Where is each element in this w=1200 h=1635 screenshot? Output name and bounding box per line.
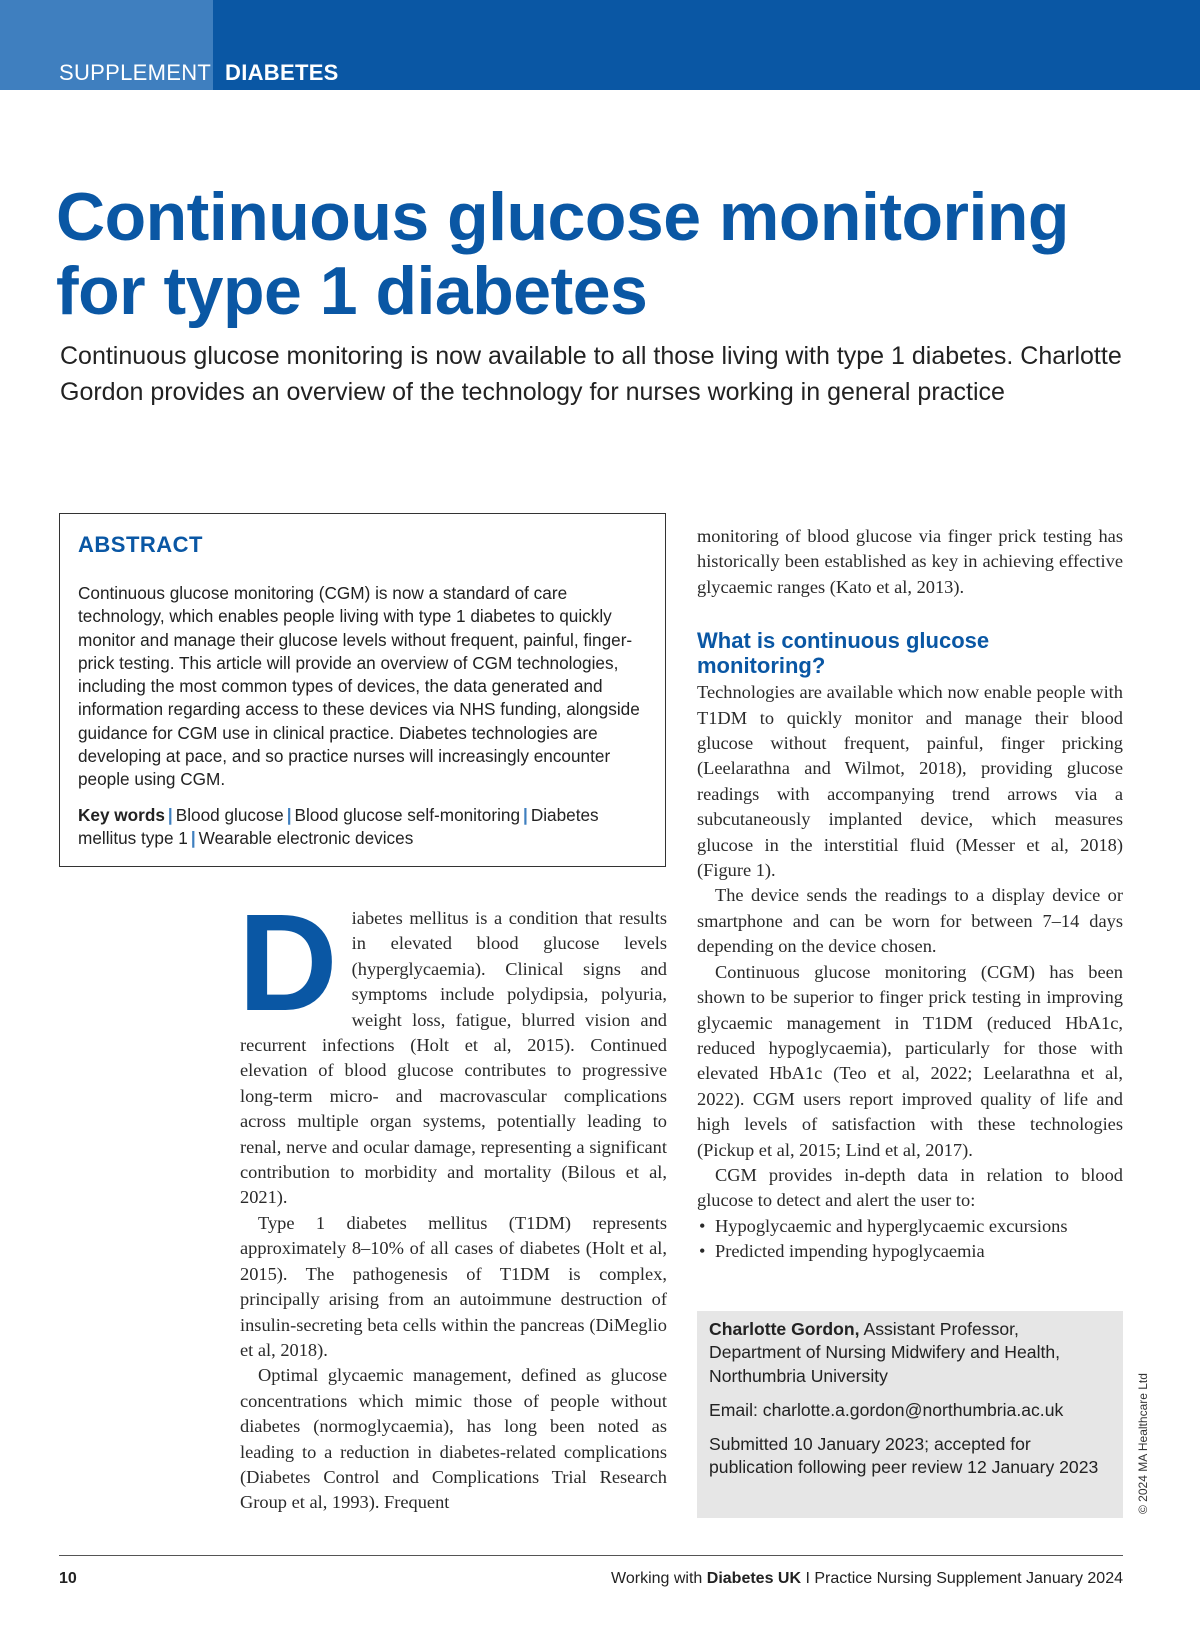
footer-brand: Diabetes UK — [706, 1570, 802, 1587]
abstract-text: Continuous glucose monitoring (CGM) is now a standard of care technology, which enables people living with type 1 diabetes to quickly monitor and manage their glucose levels without frequent, painful, finger-prick testing. This article will provide an overview of CGM technologies, including the most common types of devices, the data generated and information regarding access to these devices via NHS funding, alongside guidance for CGM use in clinical practice. Diabetes technologies are developing at pace, and so practice nurses will increasingly encounter people using CGM. — [78, 583, 640, 790]
section-label: SUPPLEMENT — [59, 60, 212, 85]
article-standfirst: Continuous glucose monitoring is now available to all those living with type 1 diabetes. Charlotte Gordon provides an overview of the technology for nurses working in general practice — [60, 342, 1122, 406]
list-item-text: Hypoglycaemic and hyperglycaemic excursions — [715, 1215, 1068, 1236]
list-item — [697, 1214, 1123, 1239]
bullet-dot: • — [699, 1241, 706, 1262]
body-paragraph — [238, 886, 667, 1211]
abstract-box — [59, 513, 666, 867]
body-column-right — [697, 524, 1123, 1265]
body-paragraph-text: iabetes mellitus is a condition that results in elevated blood glucose levels (hyperglycaemia). Clinical signs and symptoms include polydipsia, polyuria, weight loss, fatigue, blurred vision and recurrent infections (Holt et al, 2015). Continued elevation of blood glucose contributes to progressive long-term micro- and macrovascular complications across multiple organ systems, potentially leading to renal, nerve and ocular damage, representing a significant contribution to morbidity and mortality (Bilous et al, 2021). — [240, 908, 667, 1208]
list-item — [697, 1239, 1123, 1264]
author-box — [697, 1311, 1123, 1518]
page-number: 10 — [59, 1570, 77, 1587]
keyword: Wearable electronic devices — [198, 827, 414, 848]
footer-suffix: I Practice Nursing Supplement January 2024 — [805, 1570, 1123, 1587]
footer-publication — [611, 1570, 1123, 1588]
bullet-dot: • — [699, 1215, 706, 1236]
body-paragraph: Type 1 diabetes mellitus (T1DM) represents approximately 8–10% of all cases of diabetes (Holt et al, 2015). The pathogenesis of T1DM is complex, principally arising from an autoimmune destruction of insulin-secreting beta cells within the pancreas (DiMeglio et al, 2018). — [240, 1212, 667, 1360]
author-affiliation: Assistant Professor, Department of Nursing Midwifery and Health, Northumbria University — [709, 1319, 1061, 1386]
body-paragraph: Optimal glycaemic management, defined as glucose concentrations which mimic those of people without diabetes (normoglycaemia), has long been noted as leading to a reduction in diabetes-related complications (Diabetes Control and Complications Trial Research Group et al, 1993). Frequent — [240, 1365, 667, 1513]
author-email: Email: charlotte.a.gordon@northumbria.ac.uk — [709, 1399, 1064, 1420]
body-paragraph: Continuous glucose monitoring (CGM) has been shown to be superior to finger prick testing in improving glycaemic management in T1DM (reduced HbA1c, reduced hypoglycaemia), particularly for those with elevated HbA1c (Teo et al, 2022; Leelarathna et al, 2022). CGM users report improved quality of life and high levels of satisfaction with these technologies (Pickup et al, 2015; Lind et al, 2017). — [697, 961, 1123, 1160]
copyright-notice: © 2024 MA Healthcare Ltd — [1136, 1373, 1150, 1514]
keywords — [78, 804, 647, 851]
body-paragraph: Technologies are available which now enable people with T1DM to quickly monitor and manage their blood glucose without frequent, painful, finger pricking (Leelarathna and Wilmot, 2018), providing glucose readings with accompanying trend arrows via a subcutaneously implanted device, which measures glucose in the interstitial fluid (Messer et al, 2018) (Figure 1). — [697, 682, 1123, 881]
keywords-label: Key words — [78, 804, 165, 825]
keyword-separator: | — [167, 804, 173, 825]
footer-divider — [59, 1555, 1123, 1556]
header-band — [0, 0, 1200, 90]
body-column-middle — [238, 886, 667, 1516]
list-item-text: Predicted impending hypoglycaemia — [715, 1241, 985, 1262]
bullet-list — [697, 1214, 1123, 1265]
body-paragraph: monitoring of blood glucose via finger prick testing has historically been established as key in achieving effective glycaemic ranges (Kato et al, 2013). — [697, 526, 1123, 597]
submission-dates: Submitted 10 January 2023; accepted for publication following peer review 12 January 2023 — [709, 1434, 1099, 1478]
keyword: Diabetes mellitus type 1 — [78, 804, 599, 848]
keyword-separator: | — [523, 804, 528, 825]
keyword: Blood glucose self-monitoring — [294, 804, 520, 825]
drop-cap: D — [238, 886, 338, 1040]
article-title: Continuous glucose monitoring for type 1 diabetes — [56, 179, 1069, 329]
topic-label: DIABETES — [225, 60, 339, 85]
footer-prefix: Working with — [611, 1570, 703, 1587]
author-info — [709, 1318, 1111, 1388]
author-name: Charlotte Gordon, — [709, 1319, 860, 1339]
abstract-heading: ABSTRACT — [78, 532, 203, 557]
body-paragraph: The device sends the readings to a display device or smartphone and can be worn for between 7–14 days depending on the device chosen. — [697, 885, 1123, 957]
keyword-separator: | — [190, 827, 196, 848]
keyword: Blood glucose — [175, 804, 284, 825]
body-paragraph: CGM provides in-depth data in relation to blood glucose to detect and alert the user to: — [697, 1164, 1123, 1211]
section-heading: What is continuous glucose monitoring? — [697, 628, 990, 679]
keyword-separator: | — [286, 804, 292, 825]
